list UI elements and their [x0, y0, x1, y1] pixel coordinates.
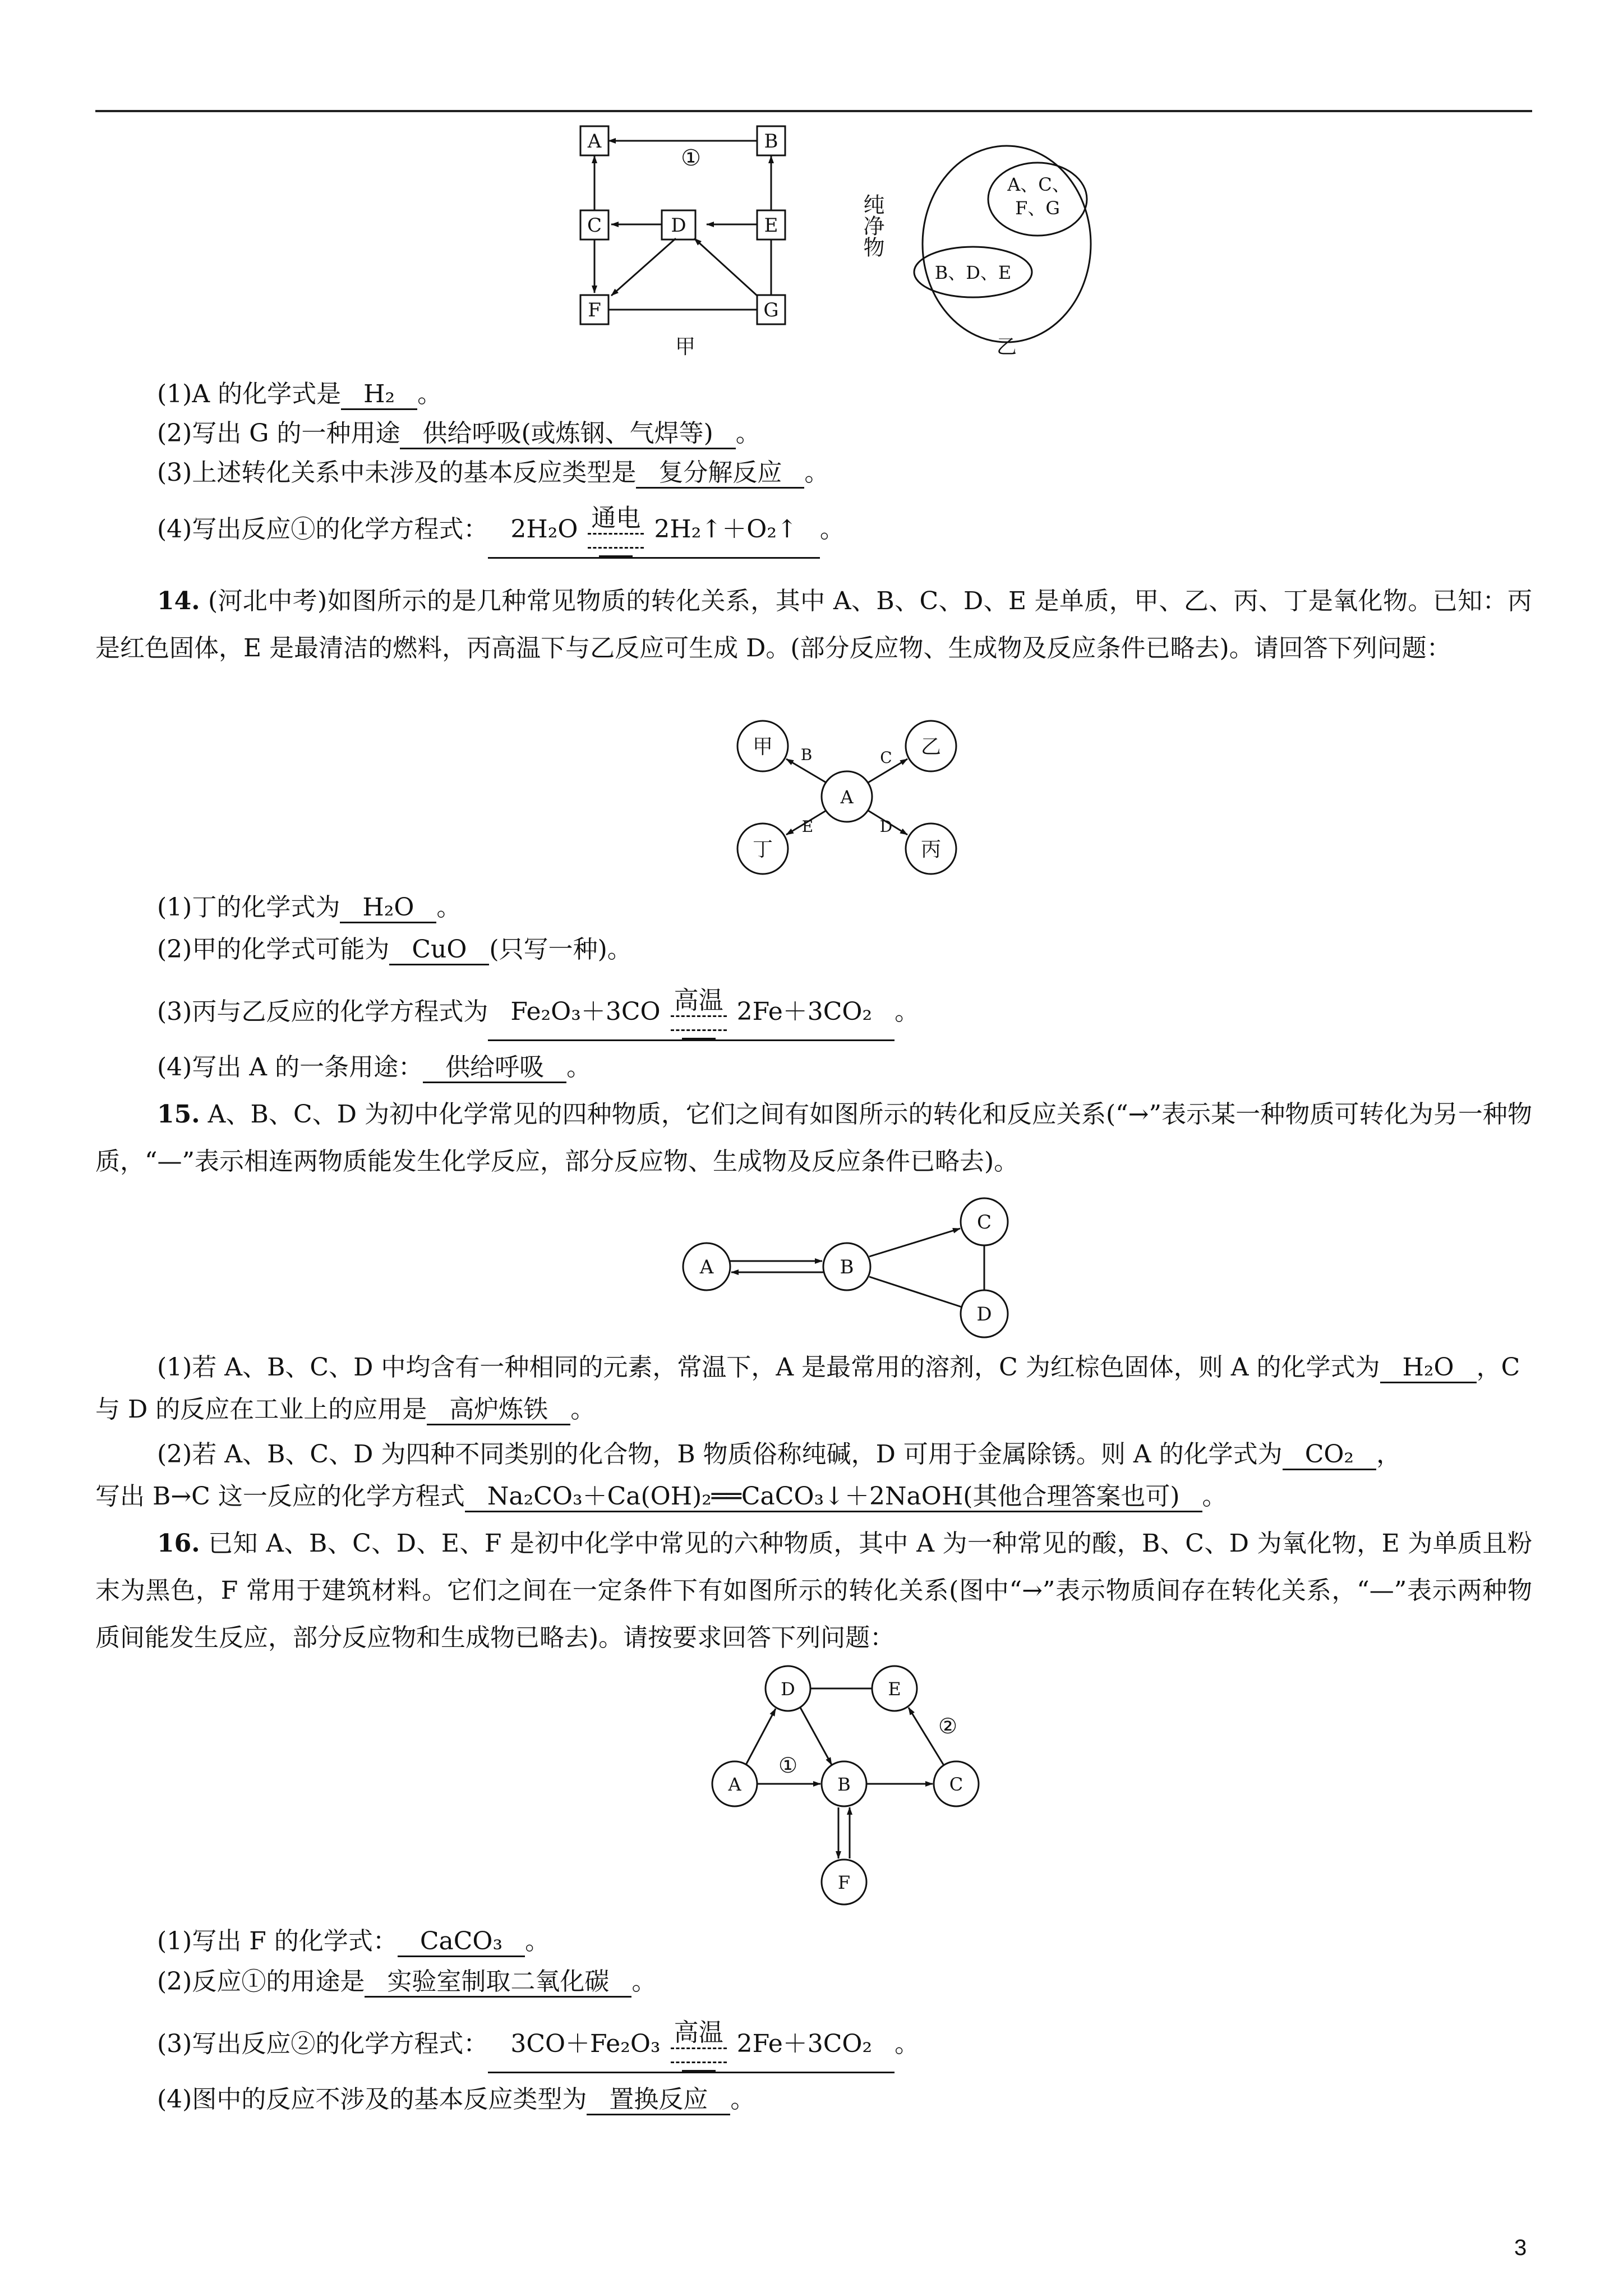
answer-blank: 复分解反应 [636, 459, 804, 489]
page-number: 3 [1514, 2235, 1527, 2260]
q14-part3: (3)丙与乙反应的化学方程式为 Fe₂O₃＋3CO 高温 2Fe＋3CO₂ 。 [157, 987, 919, 1041]
node-center-a: A [840, 786, 854, 808]
q13-part2: (2)写出 G 的一种用途 供给呼吸(或炼钢、气焊等) 。 [157, 418, 760, 449]
answer-blank: 供给呼吸 [423, 1053, 566, 1083]
reaction-label-2: ② [938, 1714, 958, 1738]
answer-blank: 高炉炼铁 [427, 1396, 570, 1425]
answer-equation: 2H₂O 通电 2H₂↑＋O₂↑ [488, 505, 820, 559]
answer-blank: 供给呼吸(或炼钢、气焊等) [400, 420, 735, 449]
node-c: C [976, 1211, 992, 1234]
q16-part1: (1)写出 F 的化学式： CaCO₃ 。 [157, 1926, 550, 1957]
reaction-condition: 通电 [582, 505, 649, 557]
node-c: C [949, 1774, 963, 1795]
pure-substance-label: 纯净物 [860, 194, 884, 257]
figure-jia [561, 121, 819, 362]
node-b: B [837, 1774, 851, 1795]
q16-part2: (2)反应①的用途是 实验室制取二氧化碳 。 [157, 1966, 656, 1998]
q16-stem: 16. 已知 A、B、C、D、E、F 是初中化学中常见的六种物质，其中 A 为一种常见的酸，B、C、D 为氧化物，E 为单质且粉末为黑色，F 常用于建筑材料。它们之间在一定条件下有如图所示的转化关系(图中“→”表示物质间存在转化关系，“—”表示两种物质间能发生反应，部分反应物和生成物已略去)。请按要求回答下列问题： [95, 1529, 1532, 1652]
group1-label: A、C、 [1007, 174, 1070, 195]
reaction-label-1: ① [778, 1753, 798, 1778]
node-g: G [763, 299, 779, 321]
q13-part3: (3)上述转化关系中未涉及的基本反应类型是 复分解反应 。 [157, 457, 829, 489]
node-yi: 乙 [920, 735, 942, 758]
answer-blank: H₂O [340, 894, 436, 923]
reaction-condition: 高温 [665, 987, 732, 1039]
caption-jia: 甲 [675, 335, 696, 358]
caption-yi: 乙 [996, 335, 1017, 358]
node-a: A [699, 1256, 714, 1278]
answer-blank: H₂O [1380, 1354, 1477, 1383]
edge-label-d: D [879, 817, 893, 836]
answer-blank: 置换反应 [587, 2086, 730, 2115]
node-c: C [587, 214, 602, 237]
q15-stem: 15. A、B、C、D 为初中化学常见的四种物质，它们之间有如图所示的转化和反应关系(“→”表示某一种物质可转化为另一种物质，“—”表示相连两物质能发生化学反应，部分反应物、生成物及反应条件已略去)。 [95, 1100, 1532, 1176]
q14-part4: (4)写出 A 的一条用途： 供给呼吸 。 [157, 1052, 591, 1083]
header-rule [95, 110, 1532, 112]
edge-label-c: C [880, 748, 892, 767]
q15-part2-cont: 写出 B→C 这一反应的化学方程式 Na₂CO₃＋Ca(OH)₂══CaCO₃↓＋2NaOH(其他合理答案也可) 。 [95, 1481, 1227, 1512]
q15-part1: (1)若 A、B、C、D 中均含有一种相同的元素，常温下，A 是最常用的溶剂，C 为红棕色固体，则 A 的化学式为 H₂O ，C [157, 1352, 1520, 1383]
node-e: E [888, 1678, 901, 1700]
figure-q16 [712, 1660, 987, 1913]
answer-blank: CuO [389, 936, 489, 965]
reaction-label: ① [681, 145, 701, 171]
answer-blank: Na₂CO₃＋Ca(OH)₂══CaCO₃↓＋2NaOH(其他合理答案也可) [465, 1483, 1202, 1512]
q14-part1: (1)丁的化学式为 H₂O 。 [157, 892, 461, 923]
node-f: F [837, 1872, 851, 1893]
answer-blank: CaCO₃ [398, 1927, 525, 1957]
node-jia: 甲 [752, 735, 773, 758]
q16-part3: (3)写出反应②的化学方程式： 3CO＋Fe₂O₃ 高温 2Fe＋3CO₂ 。 [157, 2019, 919, 2073]
q14-part2: (2)甲的化学式可能为 CuO (只写一种)。 [157, 934, 632, 965]
q15-part1-cont: 与 D 的反应在工业上的应用是 高炉炼铁 。 [95, 1394, 595, 1425]
node-d: D [781, 1678, 795, 1700]
q13-part4: (4)写出反应①的化学方程式： 2H₂O 通电 2H₂↑＋O₂↑ 。 [157, 505, 845, 559]
q13-part1: (1)A 的化学式是 H₂ 。 [157, 379, 442, 410]
node-ding: 丁 [752, 838, 773, 861]
figure-q14 [723, 715, 970, 884]
q14-stem: 14. (河北中考)如图所示的是几种常见物质的转化关系，其中 A、B、C、D、E 是单质，甲、乙、丙、丁是氧化物。已知：丙是红色固体，E 是最清洁的燃料，丙高温下与乙反应可生成 D。(部分反应物、生成物及反应条件已略去)。请回答下列问题： [95, 587, 1532, 662]
node-f: F [588, 299, 601, 321]
node-d: D [671, 214, 686, 237]
answer-equation: 3CO＋Fe₂O₃ 高温 2Fe＋3CO₂ [488, 2019, 895, 2073]
reaction-condition: 高温 [665, 2019, 732, 2072]
node-a: A [587, 130, 602, 153]
figure-yi [852, 140, 1099, 365]
answer-blank: 实验室制取二氧化碳 [365, 1968, 631, 1998]
q16-part4: (4)图中的反应不涉及的基本反应类型为 置换反应 。 [157, 2084, 755, 2115]
answer-blank: H₂ [341, 380, 417, 410]
answer-blank: CO₂ [1283, 1441, 1376, 1470]
node-b: B [840, 1256, 854, 1278]
figure-q15 [679, 1195, 1026, 1341]
node-bing: 丙 [920, 838, 942, 861]
q15-part2: (2)若 A、B、C、D 为四种不同类别的化合物，B 物质俗称纯碱，D 可用于金属除锈。则 A 的化学式为 CO₂ ， [157, 1439, 1401, 1470]
edge-label-e: E [801, 817, 814, 836]
node-a: A [728, 1774, 741, 1795]
group1-label-line2: F、G [1015, 197, 1060, 219]
node-b: B [764, 130, 778, 153]
node-e: E [764, 214, 778, 237]
node-d: D [976, 1303, 992, 1326]
group2-label: B、D、E [934, 262, 1012, 283]
answer-equation: Fe₂O₃＋3CO 高温 2Fe＋3CO₂ [488, 987, 895, 1041]
edge-label-b: B [800, 746, 813, 764]
